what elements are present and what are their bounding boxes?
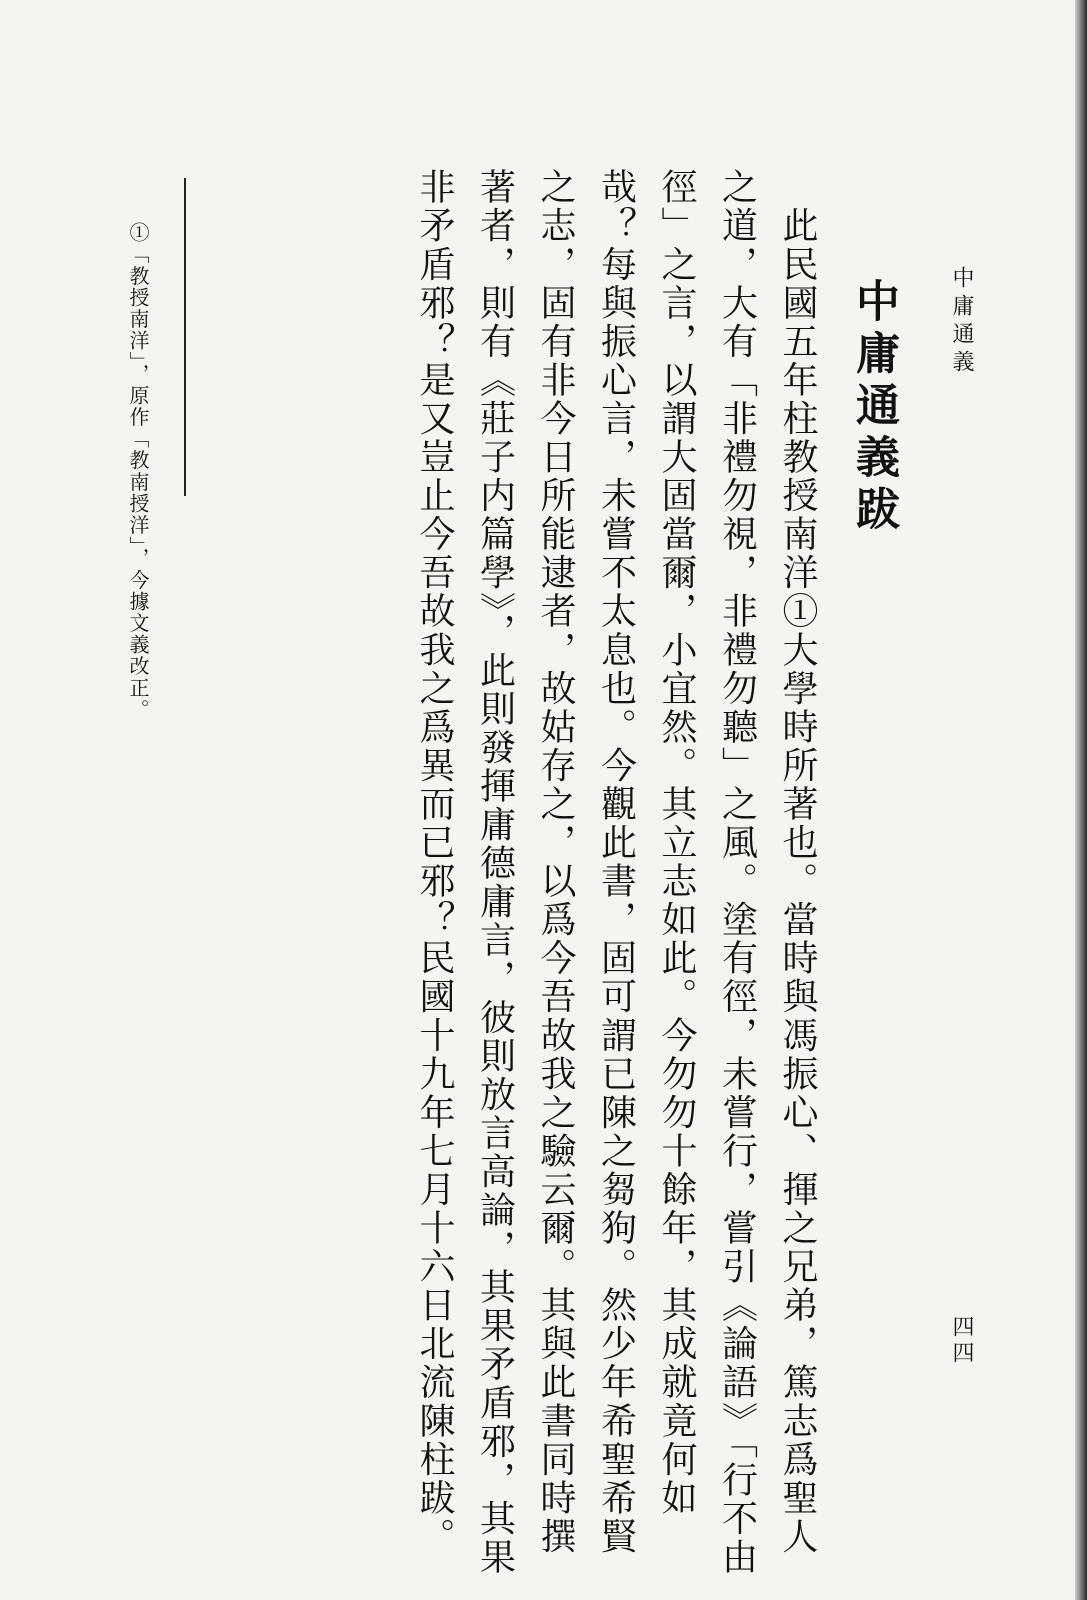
- page-edge-shadow: [1075, 0, 1087, 1600]
- footnote: ①「教授南洋」，原作「教南授洋」，今據文義改正。: [126, 222, 150, 721]
- section-title: 中庸通義跋: [848, 278, 899, 538]
- body-paragraph: 此民國五年柱教授南洋①大學時所著也。當時與馮振心、揮之兄弟，篤志爲聖人 之道，大有「非禮勿視，非禮勿聽」之風。塗有徑，未嘗行，嘗引《論語》「行不由 徑」之言，以謂大固當爾，小宜然。其立志如此。今勿勿十餘年，其成就竟何如 哉？每與振心言，未嘗不太息也。今觀此書，固可謂已陳之芻狗。然少年希聖希賢 之志，固有非今日所能逮者，故姑存之，以爲今吾故我之驗云爾。其與此書同時撰 著者，則有《莊子内篇學》，此則發揮庸德庸言，彼則放言高論，其果矛盾邪，其果 非矛盾邪？是又豈止今吾故我之爲異而已邪？民國十九年七月十六日北流陳柱跋。: [414, 168, 818, 1577]
- footnote-divider: [184, 178, 186, 496]
- running-head: 中庸通義: [949, 266, 974, 378]
- page-number: 四四: [949, 1315, 974, 1367]
